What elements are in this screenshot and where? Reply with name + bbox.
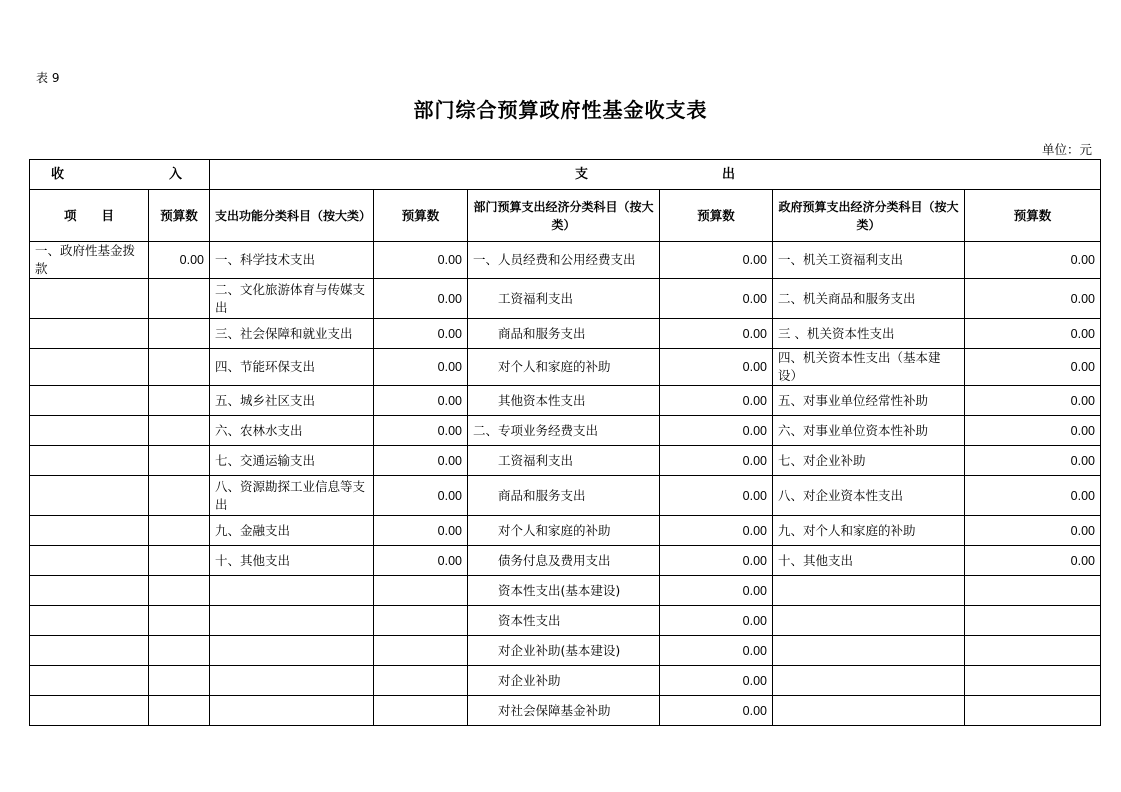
table-row (30, 546, 1101, 576)
gov-amount-cell: 0.00 (965, 386, 1101, 416)
gov-item-cell: 八、对企业资本性支出 (773, 476, 965, 516)
gov-amount-cell: 0.00 (965, 476, 1101, 516)
dept-amount-cell: 0.00 (660, 386, 773, 416)
col-header-dept-econ: 部门预算支出经济分类科目（按大类） (468, 190, 660, 242)
gov-amount-cell (965, 696, 1101, 726)
income-item-cell (30, 476, 149, 516)
func-item-cell: 一、科学技术支出 (210, 242, 374, 279)
func-item-cell (210, 576, 374, 606)
func-amount-cell (374, 696, 468, 726)
gov-amount-cell: 0.00 (965, 446, 1101, 476)
func-amount-cell: 0.00 (374, 242, 468, 279)
func-item-cell: 十、其他支出 (210, 546, 374, 576)
income-item-cell (30, 279, 149, 319)
unit-label: 单位：元 (1041, 142, 1092, 157)
income-item-cell: 一、政府性基金拨款 (30, 242, 149, 279)
table-row (30, 319, 1101, 349)
gov-item-cell: 十、其他支出 (773, 546, 965, 576)
gov-amount-cell: 0.00 (965, 349, 1101, 386)
func-amount-cell: 0.00 (374, 516, 468, 546)
gov-amount-cell: 0.00 (965, 242, 1101, 279)
col-header-gov-econ: 政府预算支出经济分类科目（按大类） (773, 190, 965, 242)
dept-item-cell: 商品和服务支出 (468, 476, 660, 516)
dept-item-cell: 商品和服务支出 (468, 319, 660, 349)
func-item-cell: 二、文化旅游体育与传媒支出 (210, 279, 374, 319)
dept-amount-cell: 0.00 (660, 636, 773, 666)
income-amount-cell (149, 476, 210, 516)
func-amount-cell (374, 666, 468, 696)
table-row (30, 666, 1101, 696)
income-section-header: 收 入 (30, 160, 210, 190)
dept-item-cell: 其他资本性支出 (468, 386, 660, 416)
gov-item-cell (773, 696, 965, 726)
col-header-item: 项 目 (30, 190, 149, 242)
income-amount-cell (149, 386, 210, 416)
income-item-cell (30, 349, 149, 386)
table-row (30, 242, 1101, 279)
expense-section-header: 支 出 (210, 160, 1101, 190)
gov-amount-cell (965, 666, 1101, 696)
func-item-cell (210, 696, 374, 726)
income-amount-cell (149, 636, 210, 666)
income-item-cell (30, 636, 149, 666)
func-amount-cell: 0.00 (374, 446, 468, 476)
table-row (30, 349, 1101, 386)
table-row (30, 446, 1101, 476)
col-header-func-class: 支出功能分类科目（按大类） (210, 190, 374, 242)
func-item-cell: 九、金融支出 (210, 516, 374, 546)
dept-item-cell: 工资福利支出 (468, 279, 660, 319)
func-amount-cell: 0.00 (374, 416, 468, 446)
dept-item-cell: 对企业补助(基本建设) (468, 636, 660, 666)
func-amount-cell: 0.00 (374, 476, 468, 516)
func-amount-cell (374, 576, 468, 606)
func-item-cell (210, 636, 374, 666)
section-header-row (30, 160, 1101, 190)
dept-amount-cell: 0.00 (660, 576, 773, 606)
dept-amount-cell: 0.00 (660, 319, 773, 349)
col-header-budget-1: 预算数 (149, 190, 210, 242)
gov-item-cell (773, 666, 965, 696)
income-item-cell (30, 319, 149, 349)
col-header-budget-2: 预算数 (374, 190, 468, 242)
table-row (30, 696, 1101, 726)
dept-amount-cell: 0.00 (660, 606, 773, 636)
dept-item-cell: 对企业补助 (468, 666, 660, 696)
gov-item-cell: 三 、机关资本性支出 (773, 319, 965, 349)
table-row (30, 576, 1101, 606)
func-item-cell: 六、农林水支出 (210, 416, 374, 446)
dept-amount-cell: 0.00 (660, 476, 773, 516)
gov-item-cell: 七、对企业补助 (773, 446, 965, 476)
income-item-cell (30, 386, 149, 416)
income-item-cell (30, 696, 149, 726)
gov-amount-cell (965, 636, 1101, 666)
func-item-cell (210, 606, 374, 636)
gov-amount-cell: 0.00 (965, 279, 1101, 319)
income-item-cell (30, 666, 149, 696)
income-amount-cell (149, 606, 210, 636)
dept-amount-cell: 0.00 (660, 546, 773, 576)
income-amount-cell (149, 666, 210, 696)
income-amount-cell (149, 349, 210, 386)
func-amount-cell: 0.00 (374, 279, 468, 319)
gov-item-cell (773, 606, 965, 636)
dept-amount-cell: 0.00 (660, 446, 773, 476)
dept-amount-cell: 0.00 (660, 516, 773, 546)
gov-item-cell: 四、机关资本性支出（基本建设） (773, 349, 965, 386)
gov-item-cell: 二、机关商品和服务支出 (773, 279, 965, 319)
table-row (30, 279, 1101, 319)
gov-item-cell: 九、对个人和家庭的补助 (773, 516, 965, 546)
gov-item-cell (773, 576, 965, 606)
dept-amount-cell: 0.00 (660, 279, 773, 319)
func-item-cell (210, 666, 374, 696)
dept-amount-cell: 0.00 (660, 666, 773, 696)
col-header-budget-3: 预算数 (660, 190, 773, 242)
gov-item-cell: 一、机关工资福利支出 (773, 242, 965, 279)
func-amount-cell (374, 636, 468, 666)
income-item-cell (30, 606, 149, 636)
gov-amount-cell: 0.00 (965, 546, 1101, 576)
gov-item-cell: 六、对事业单位资本性补助 (773, 416, 965, 446)
table-row (30, 386, 1101, 416)
dept-item-cell: 对个人和家庭的补助 (468, 516, 660, 546)
gov-amount-cell: 0.00 (965, 416, 1101, 446)
dept-item-cell: 二、专项业务经费支出 (468, 416, 660, 446)
func-item-cell: 三、社会保障和就业支出 (210, 319, 374, 349)
gov-amount-cell (965, 606, 1101, 636)
dept-item-cell: 对社会保障基金补助 (468, 696, 660, 726)
income-amount-cell (149, 446, 210, 476)
gov-item-cell (773, 636, 965, 666)
income-amount-cell (149, 696, 210, 726)
col-header-budget-4: 预算数 (965, 190, 1101, 242)
dept-amount-cell: 0.00 (660, 349, 773, 386)
func-amount-cell: 0.00 (374, 546, 468, 576)
column-header-row (30, 190, 1101, 242)
income-item-cell (30, 546, 149, 576)
gov-item-cell: 五、对事业单位经常性补助 (773, 386, 965, 416)
func-amount-cell: 0.00 (374, 349, 468, 386)
income-amount-cell (149, 516, 210, 546)
income-amount-cell (149, 319, 210, 349)
dept-item-cell: 债务付息及费用支出 (468, 546, 660, 576)
dept-item-cell: 工资福利支出 (468, 446, 660, 476)
income-amount-cell (149, 546, 210, 576)
func-amount-cell (374, 606, 468, 636)
func-item-cell: 七、交通运输支出 (210, 446, 374, 476)
gov-amount-cell: 0.00 (965, 319, 1101, 349)
table-row (30, 416, 1101, 446)
dept-item-cell: 资本性支出 (468, 606, 660, 636)
budget-table (29, 159, 1101, 726)
func-item-cell: 五、城乡社区支出 (210, 386, 374, 416)
func-amount-cell: 0.00 (374, 319, 468, 349)
dept-amount-cell: 0.00 (660, 416, 773, 446)
gov-amount-cell (965, 576, 1101, 606)
table-row (30, 636, 1101, 666)
income-item-cell (30, 516, 149, 546)
table-number: 表 9 (36, 71, 60, 85)
income-amount-cell (149, 279, 210, 319)
dept-item-cell: 对个人和家庭的补助 (468, 349, 660, 386)
dept-item-cell: 一、人员经费和公用经费支出 (468, 242, 660, 279)
dept-item-cell: 资本性支出(基本建设) (468, 576, 660, 606)
func-item-cell: 八、资源勘探工业信息等支出 (210, 476, 374, 516)
income-item-cell (30, 416, 149, 446)
income-amount-cell (149, 576, 210, 606)
table-row (30, 606, 1101, 636)
table-row (30, 476, 1101, 516)
dept-amount-cell: 0.00 (660, 242, 773, 279)
dept-amount-cell: 0.00 (660, 696, 773, 726)
func-amount-cell: 0.00 (374, 386, 468, 416)
income-item-cell (30, 446, 149, 476)
income-amount-cell: 0.00 (149, 242, 210, 279)
page-title: 部门综合预算政府性基金收支表 (413, 98, 708, 122)
table-row (30, 516, 1101, 546)
gov-amount-cell: 0.00 (965, 516, 1101, 546)
func-item-cell: 四、节能环保支出 (210, 349, 374, 386)
income-amount-cell (149, 416, 210, 446)
income-item-cell (30, 576, 149, 606)
